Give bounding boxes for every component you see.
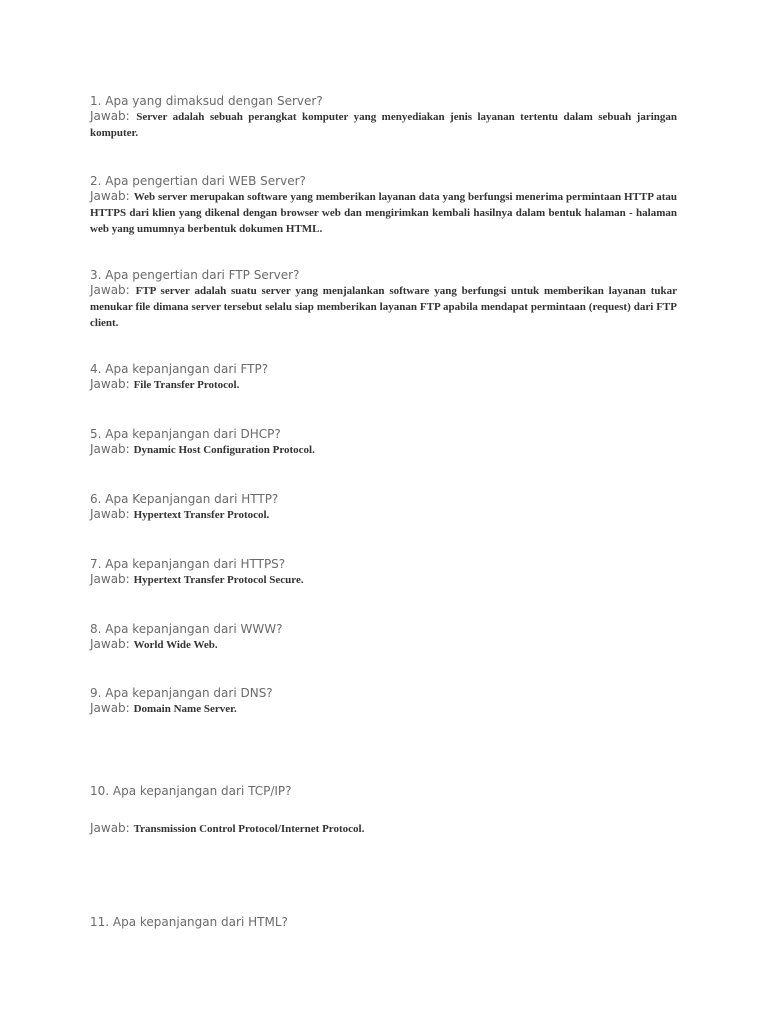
qa-item-10	[90, 783, 677, 837]
answer-text: Hypertext Transfer Protocol Secure.	[133, 574, 304, 586]
answer-label: Jawab:	[90, 189, 130, 203]
answer-paragraph	[90, 442, 677, 458]
answer-label: Jawab:	[90, 637, 130, 651]
qa-item-9	[90, 685, 677, 717]
qa-item-8	[90, 621, 677, 653]
answer-text: Dynamic Host Configuration Protocol.	[133, 444, 315, 456]
answer-label: Jawab:	[90, 283, 130, 297]
question-text: 10. Apa kepanjangan dari TCP/IP?	[90, 784, 292, 798]
answer-paragraph	[90, 701, 677, 717]
question-text: 8. Apa kepanjangan dari WWW?	[90, 622, 283, 636]
answer-label: Jawab:	[90, 109, 130, 123]
answer-label: Jawab:	[90, 572, 130, 586]
question-text: 3. Apa pengertian dari FTP Server?	[90, 268, 300, 282]
answer-text: File Transfer Protocol.	[133, 379, 240, 391]
answer-label: Jawab:	[90, 442, 130, 456]
answer-text: Transmission Control Protocol/Internet Protocol.	[133, 823, 365, 835]
qa-item-4	[90, 361, 677, 393]
question-text: 4. Apa kepanjangan dari FTP?	[90, 362, 269, 376]
answer-label: Jawab:	[90, 377, 130, 391]
qa-item-1	[90, 93, 677, 141]
answer-paragraph	[90, 507, 677, 523]
question-text: 1. Apa yang dimaksud dengan Server?	[90, 94, 323, 108]
answer-text: Server adalah sebuah perangkat komputer yang menyediakan jenis layanan tertentu dalam sebuah jaringan komputer.	[90, 111, 677, 139]
question-text: 2. Apa pengertian dari WEB Server?	[90, 174, 306, 188]
answer-text: World Wide Web.	[133, 639, 218, 651]
answer-paragraph	[90, 377, 677, 393]
answer-label: Jawab:	[90, 701, 130, 715]
question-text: 11. Apa kepanjangan dari HTML?	[90, 915, 288, 929]
question-text: 7. Apa kepanjangan dari HTTPS?	[90, 557, 286, 571]
answer-label: Jawab:	[90, 507, 130, 521]
answer-label: Jawab:	[90, 821, 130, 835]
answer-text: FTP server adalah suatu server yang menjalankan software yang berfungsi untuk memberikan layanan tukar menukar file dimana server tersebut selalu siap memberikan layanan FTP apabila mendapat permintaan (request) dari FTP client.	[90, 285, 677, 329]
qa-item-3	[90, 267, 677, 331]
qa-item-6	[90, 491, 677, 523]
qa-item-7	[90, 556, 677, 588]
qa-item-2	[90, 173, 677, 237]
answer-paragraph	[90, 109, 677, 141]
qa-item-11	[90, 914, 677, 930]
answer-paragraph	[90, 821, 677, 837]
answer-paragraph	[90, 637, 677, 653]
answer-paragraph	[90, 189, 677, 237]
answer-paragraph	[90, 572, 677, 588]
answer-text: Domain Name Server.	[133, 703, 237, 715]
question-text: 6. Apa Kepanjangan dari HTTP?	[90, 492, 279, 506]
question-text: 9. Apa kepanjangan dari DNS?	[90, 686, 273, 700]
qa-item-5	[90, 426, 677, 458]
answer-text: Web server merupakan software yang memberikan layanan data yang berfungsi menerima permintaan HTTP atau HTTPS dari klien yang dikenal dengan browser web dan mengirimkan kembali hasilnya dalam bentuk halaman - halaman web yang umumnya berbentuk dokumen HTML.	[90, 191, 677, 235]
answer-text: Hypertext Transfer Protocol.	[133, 509, 270, 521]
question-text: 5. Apa kepanjangan dari DHCP?	[90, 427, 281, 441]
answer-paragraph	[90, 283, 677, 331]
